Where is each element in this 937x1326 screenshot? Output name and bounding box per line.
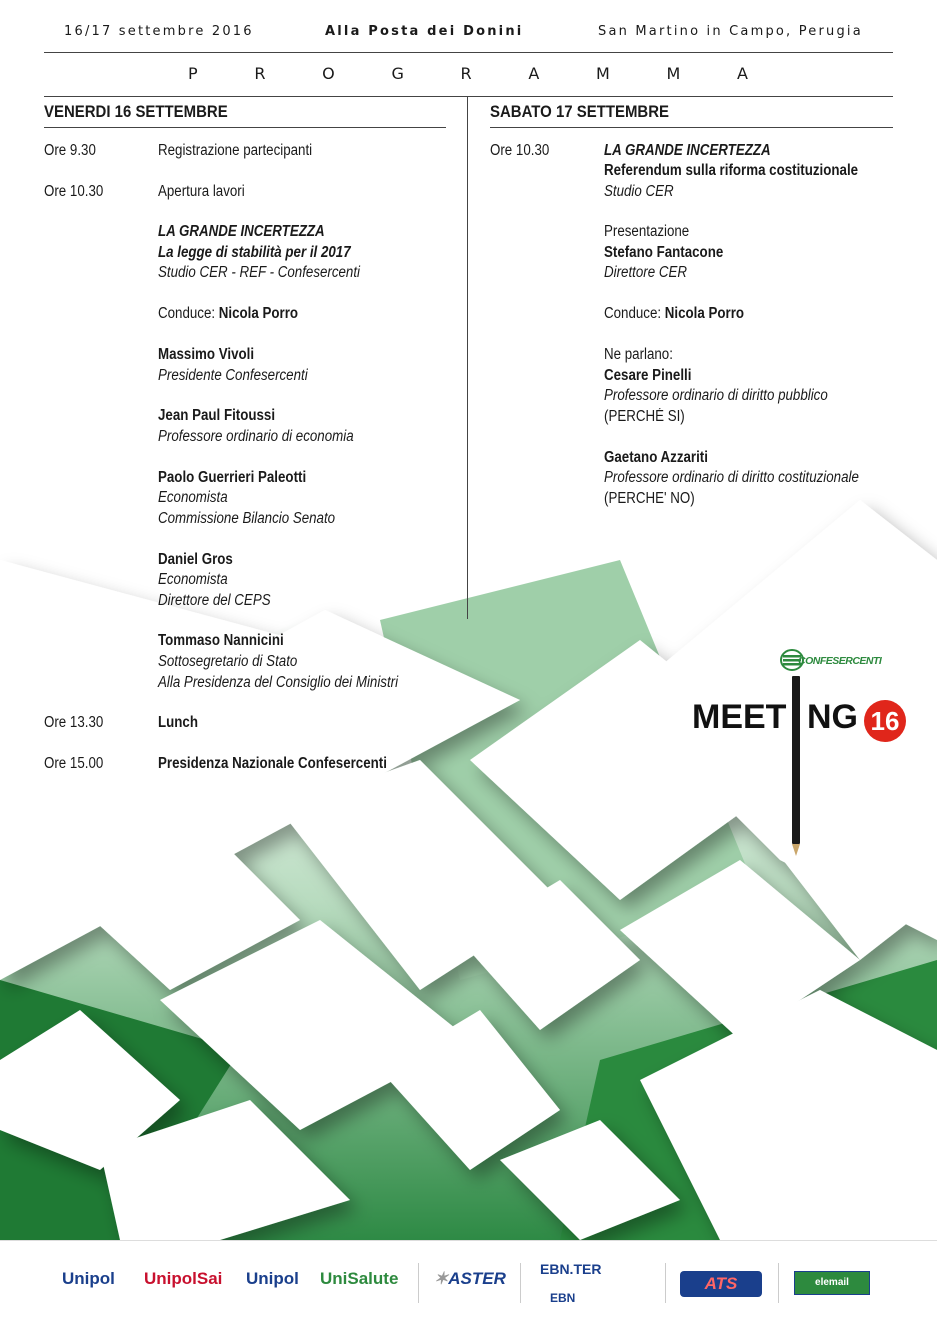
moderator-label: Conduce: (158, 305, 219, 322)
moderator (158, 304, 298, 325)
speaker-role: Presidente Confesercenti (158, 367, 308, 384)
programma-letter: M (595, 64, 610, 83)
speaker-position: (PERCHE' NO) (604, 490, 695, 507)
meeting-logo (690, 646, 920, 861)
speaker-name: Cesare Pinelli (604, 367, 692, 384)
programma-letter: R (460, 64, 472, 83)
speaker-role: Economista (158, 489, 228, 506)
sponsor-name: EBN (550, 1291, 576, 1305)
session-text: Lunch (158, 714, 198, 731)
header-dates: 16/17 settembre 2016 (64, 24, 254, 39)
speaker-role: Direttore del CEPS (158, 592, 271, 609)
speaker-role: Economista (158, 571, 228, 588)
sponsor-logo (680, 1271, 762, 1297)
programma-rule (44, 96, 893, 97)
time-label: Ore 9.30 (44, 142, 96, 159)
session-subtitle: La legge di stabilità per il 2017 (158, 244, 351, 261)
sponsor-logo (144, 1269, 222, 1289)
moderator-name: Nicola Porro (664, 305, 745, 322)
sponsor-bar (0, 1240, 937, 1326)
sponsor-logo (320, 1269, 398, 1289)
speaker-role: Alla Presidenza del Consiglio dei Ministri (158, 674, 399, 691)
sponsor-name: EBN.TER (540, 1261, 602, 1277)
friday-title: VENERDI 16 SETTEMBRE (44, 102, 228, 121)
session-source: Studio CER - REF - Confesercenti (158, 264, 361, 281)
speaker-role: Professore ordinario di diritto pubblico (604, 387, 828, 404)
programma-letter: R (254, 64, 266, 83)
speaker-name: Jean Paul Fitoussi (158, 407, 276, 424)
star-icon: ✶ (434, 1269, 449, 1288)
time-label: Ore 10.30 (44, 183, 104, 200)
sponsor-logo (246, 1269, 299, 1289)
sponsor-name: ATS (704, 1274, 738, 1293)
speaker-name: Gaetano Azzariti (604, 449, 708, 466)
sponsor-name: UnipolSai (144, 1269, 223, 1288)
saturday-title: SABATO 17 SETTEMBRE (490, 102, 669, 121)
presentation-label: Presentazione (604, 223, 690, 240)
programma-letter: A (736, 64, 748, 83)
speaker-role: Professore ordinario di diritto costituzionale (604, 469, 859, 486)
header-rule (44, 52, 893, 53)
time-label: Ore 10.30 (490, 142, 550, 159)
sponsor-logo (550, 1291, 575, 1305)
speaker-role: Professore ordinario di economia (158, 428, 354, 445)
speaker-role: Sottosegretario di Stato (158, 653, 298, 670)
session-subtitle: Referendum sulla riforma costituzionale (604, 162, 859, 179)
programma-letter: O (322, 64, 335, 83)
moderator-name: Nicola Porro (218, 305, 299, 322)
speaker-name: Daniel Gros (158, 551, 233, 568)
meeting-word-right: NG (807, 698, 858, 736)
meeting-number-badge: 16 (864, 700, 906, 742)
session-text: Apertura lavori (158, 183, 245, 200)
divider (520, 1263, 521, 1303)
speaker-name: Paolo Guerrieri Paleotti (158, 469, 307, 486)
speaker-name: Tommaso Nannicini (158, 632, 284, 649)
meeting-word-left: MEET (692, 698, 787, 736)
speaker-role: Direttore CER (604, 264, 687, 281)
divider (778, 1263, 779, 1303)
sponsor-name: Unipol (62, 1269, 115, 1288)
programma-letter: M (666, 64, 681, 83)
programma-letter: G (391, 64, 404, 83)
speaker-position: (PERCHÉ SI) (604, 408, 685, 425)
time-label: Ore 13.30 (44, 714, 104, 731)
sponsor-name: elemail (815, 1277, 849, 1288)
divider (665, 1263, 666, 1303)
speaker-name: Stefano Fantacone (604, 244, 724, 261)
moderator-label: Conduce: (604, 305, 665, 322)
confesercenti-wordmark: CONFESERCENTI (798, 655, 882, 667)
panel-label: Ne parlano: (604, 346, 673, 363)
session-text: Registrazione partecipanti (158, 142, 313, 159)
sponsor-logo (434, 1269, 506, 1289)
header-location: San Martino in Campo, Perugia (598, 24, 863, 39)
session-title: LA GRANDE INCERTEZZA (604, 142, 771, 159)
session-text: Presidenza Nazionale Confesercenti (158, 755, 387, 772)
moderator (604, 304, 744, 325)
sponsor-name: Unipol (246, 1269, 299, 1288)
speaker-name: Massimo Vivoli (158, 346, 255, 363)
header-venue: Alla Posta dei Donini (325, 24, 524, 39)
sponsor-logo (794, 1271, 870, 1295)
time-label: Ore 15.00 (44, 755, 104, 772)
speaker-role: Commissione Bilancio Senato (158, 510, 336, 527)
sponsor-logo (62, 1269, 115, 1289)
friday-title-rule (44, 127, 446, 128)
sponsor-name: ASTER (448, 1269, 506, 1288)
divider (418, 1263, 419, 1303)
pencil-icon (792, 676, 800, 844)
session-title: LA GRANDE INCERTEZZA (158, 223, 325, 240)
programma-letter: P (188, 64, 198, 83)
programma-letter: A (528, 64, 540, 83)
programma-heading (188, 64, 748, 83)
sponsor-logo (540, 1261, 601, 1277)
saturday-title-rule (490, 127, 893, 128)
session-source: Studio CER (604, 183, 674, 200)
column-divider (467, 97, 468, 619)
pencil-tip-icon (792, 844, 800, 856)
sponsor-name: UniSalute (320, 1269, 399, 1288)
